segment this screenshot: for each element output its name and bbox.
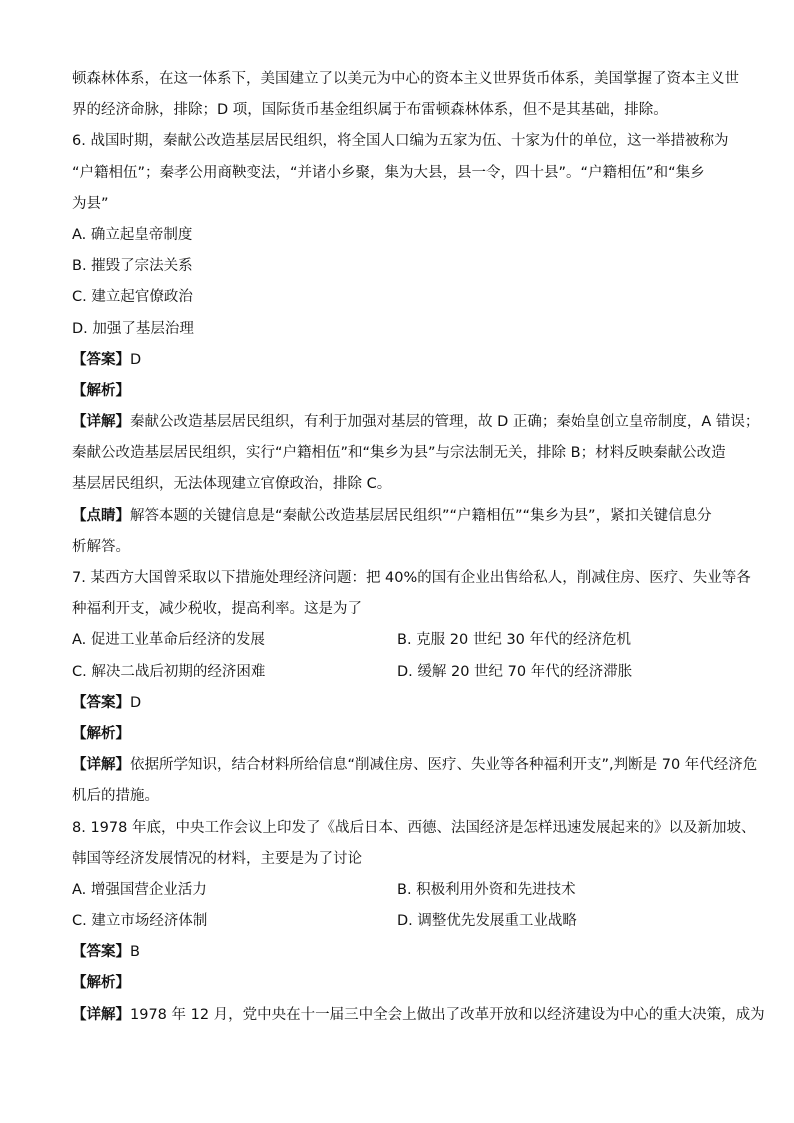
analysis-tag: 【解析】 (72, 382, 130, 399)
detail-tag: 【详解】 (72, 414, 130, 431)
q7-options-row (72, 625, 722, 656)
tip-text: 解答本题的关键信息是“秦献公改造基层居民组织”“户籍相伍”“集乡为县”，紧扣关键信息分 (130, 507, 712, 524)
q8-options-row (72, 906, 722, 937)
q7-option-c: C. 解决二战后初期的经济困难 (72, 663, 266, 680)
analysis-tag: 【解析】 (72, 725, 130, 742)
answer-tag: 【答案】 (72, 351, 130, 368)
q8-detail-line (72, 1000, 765, 1031)
q6-tip-line (72, 501, 722, 532)
q7-stem-line: 种福利开支，减少税收，提高利率。这是为了 (72, 601, 362, 618)
detail-text: 依据所学知识，结合材料所给信息“削减住房、医疗、失业等各种福利开支”,判断是 70 年代经济危 (130, 757, 758, 774)
q8-analysis-heading (72, 968, 722, 999)
q8-option-b: B. 积极利用外资和先进技术 (397, 881, 576, 898)
q8-option-a: A. 增强国营企业活力 (72, 881, 207, 898)
q6-option-c: C. 建立起官僚政治 (72, 289, 193, 306)
q8-option-d: D. 调整优先发展重工业战略 (397, 913, 577, 930)
analysis-tag: 【解析】 (72, 975, 130, 992)
answer-value: D (130, 351, 142, 368)
q6-analysis-heading (72, 376, 722, 407)
q7-options-row (72, 657, 722, 688)
detail-text: 1978 年 12 月，党中央在十一届三中全会上做出了改革开放和以经济建设为中心的重大决策，成为 (130, 1006, 765, 1023)
q8-option-c: C. 建立市场经济体制 (72, 913, 208, 930)
q7-option-b: B. 克服 20 世纪 30 年代的经济危机 (397, 632, 632, 649)
q8-answer (72, 937, 722, 968)
q7-analysis-heading (72, 719, 722, 750)
tip-tag: 【点睛】 (72, 507, 130, 524)
q6-stem-line: “户籍相伍”；秦孝公用商鞅变法，“并诸小乡聚，集为大县，县一令，四十县”。“户籍相伍”和“集乡 (72, 164, 705, 181)
detail-tag: 【详解】 (72, 757, 130, 774)
q6-detail-line: 秦献公改造基层居民组织，实行“户籍相伍”和“集乡为县”与宗法制无关，排除 B；材料反映秦献公改造 (72, 445, 726, 462)
q6-detail-line: 基层居民组织，无法体现建立官僚政治，排除 C。 (72, 476, 392, 493)
q6-option-d: D. 加强了基层治理 (72, 320, 194, 337)
q6-tip-line: 析解答。 (72, 538, 130, 555)
q7-answer (72, 688, 722, 719)
detail-tag: 【详解】 (72, 1006, 130, 1023)
answer-value: B (130, 944, 140, 961)
detail-text: 秦献公改造基层居民组织，有利于加强对基层的管理，故 D 正确；秦始皇创立皇帝制度，A 错误； (130, 414, 760, 431)
q8-stem-line: 韩国等经济发展情况的材料，主要是为了讨论 (72, 850, 362, 867)
answer-tag: 【答案】 (72, 694, 130, 711)
q7-detail-line: 机后的措施。 (72, 788, 159, 805)
q6-answer (72, 345, 722, 376)
intro-line: 顿森林体系，在这一体系下，美国建立了以美元为中心的资本主义世界货币体系，美国掌握了资本主义世 (72, 71, 739, 87)
q7-stem-line: 7. 某西方大国曾采取以下措施处理经济问题：把 40%的国有企业出售给私人，削减住房、医疗、失业等各 (72, 570, 751, 586)
q8-options-row (72, 875, 722, 906)
q6-stem-line: 为县” (72, 195, 109, 212)
q6-option-a: A. 确立起皇帝制度 (72, 226, 193, 243)
intro-line: 界的经济命脉，排除；D 项，国际货币基金组织属于布雷顿森林体系，但不是其基础，排除。 (72, 102, 668, 119)
q7-option-d: D. 缓解 20 世纪 70 年代的经济滞胀 (397, 663, 633, 680)
q6-detail-line (72, 407, 760, 438)
answer-tag: 【答案】 (72, 944, 130, 961)
answer-value: D (130, 694, 142, 711)
q7-detail-line (72, 750, 758, 781)
q6-option-b: B. 摧毁了宗法关系 (72, 258, 193, 275)
q6-stem-line: 6. 战国时期，秦献公改造基层居民组织，将全国人口编为五家为伍、十家为什的单位，这一举措被称为 (72, 133, 729, 150)
q7-option-a: A. 促进工业革命后经济的发展 (72, 632, 265, 649)
q8-stem-line: 8. 1978 年底，中央工作会议上印发了《战后日本、西德、法国经济是怎样迅速发展起来的》以及新加坡、 (72, 819, 756, 836)
document-page (72, 64, 765, 1031)
